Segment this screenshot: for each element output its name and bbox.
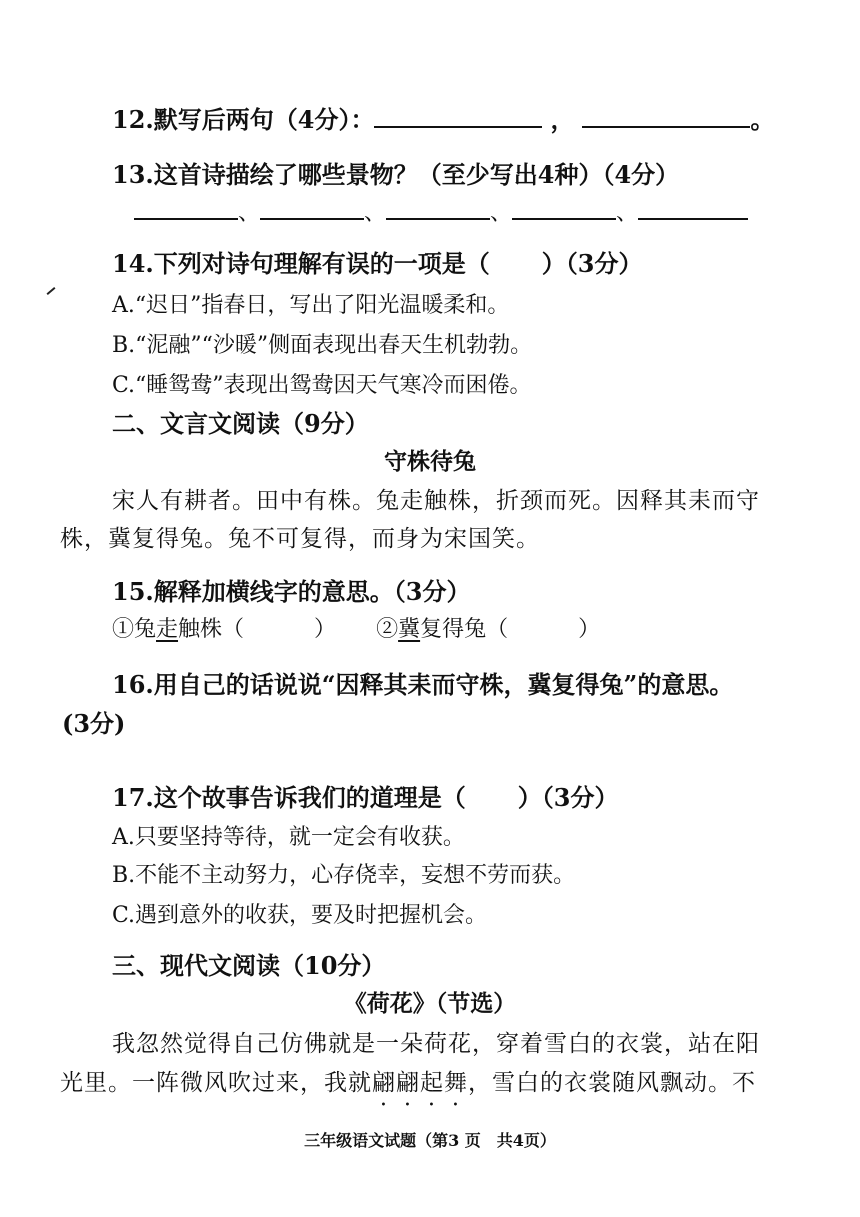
answer-blank-1[interactable]	[374, 102, 542, 128]
q17-option-c: C.遇到意外的收获，要及时把握机会。	[112, 903, 488, 928]
answer-blank-scene-2[interactable]	[260, 194, 364, 220]
section-3-heading: 三、现代文阅读（10分）	[112, 951, 386, 980]
q14-option-a: A.“迟日”指春日，写出了阳光温暖柔和。	[112, 293, 510, 318]
q15-item2-post: 复得兔（	[420, 617, 509, 642]
question-17	[112, 778, 618, 813]
q15-item1-post: 触株（	[178, 617, 245, 642]
q15-item2-close: ）	[578, 617, 601, 642]
question-16-points: (3分)	[62, 709, 126, 738]
q15-items	[112, 612, 600, 643]
q14-option-c: C.“睡鸳鸯”表现出鸳鸯因天气寒冷而困倦。	[112, 373, 532, 398]
q12-comma: ，	[550, 105, 575, 134]
q17-points: ）（3分）	[517, 783, 619, 812]
question-12	[112, 100, 774, 135]
line2-pre: 光里。一阵微风吹过来，我就	[60, 1070, 372, 1096]
q15-item1-close: ）	[314, 617, 337, 642]
q12-text: 12.默写后两句（4分）：	[112, 105, 375, 134]
modern-passage-line-2	[60, 1064, 756, 1097]
q17-option-b: B.不能不主动努力，心存侥幸，妄想不劳而获。	[112, 863, 576, 888]
q13-sep-2: 、	[364, 201, 387, 226]
q13-answer-blanks	[134, 194, 748, 227]
q15-item2-underlined: 冀	[398, 617, 421, 642]
q17-text: 17.这个故事告诉我们的道理是（	[112, 783, 466, 812]
answer-blank-scene-1[interactable]	[134, 194, 238, 220]
q14-option-b: B.“泥融”“沙暖”侧面表现出春天生机勃勃。	[112, 333, 533, 358]
q13-sep-1: 、	[238, 201, 261, 226]
q17-option-a: A.只要坚持等待，就一定会有收获。	[112, 825, 465, 850]
passage-line-2: 株，冀复得兔。兔不可复得，而身为宋国笑。	[60, 526, 540, 552]
passage-title-hehua: 《荷花》（节选）	[343, 990, 517, 1017]
emphasis-char: 起	[420, 1070, 444, 1096]
question-14	[112, 244, 642, 279]
pen-mark	[47, 287, 56, 295]
answer-blank-2[interactable]	[582, 102, 750, 128]
q13-sep-4: 、	[616, 201, 639, 226]
section-2-heading: 二、文言文阅读（9分）	[112, 409, 369, 438]
passage-title-shouzhu: 守株待兔	[384, 448, 476, 475]
passage-line-1: 宋人有耕者。田中有株。兔走触株，折颈而死。因释其耒而守	[112, 488, 760, 514]
q15-item1-underlined: 走	[156, 617, 179, 642]
modern-passage-line-1: 我忽然觉得自己仿佛就是一朵荷花，穿着雪白的衣裳，站在阳	[112, 1031, 760, 1057]
question-16: 16.用自己的话说说“因释其耒而守株，冀复得兔”的意思。	[112, 670, 734, 699]
q14-points: ）（3分）	[541, 249, 643, 278]
emphasis-char: 翩	[396, 1070, 420, 1096]
q12-period: 。	[750, 105, 775, 134]
q13-sep-3: 、	[490, 201, 513, 226]
q14-text: 14.下列对诗句理解有误的一项是（	[112, 249, 490, 278]
answer-blank-scene-3[interactable]	[386, 194, 490, 220]
answer-blank-scene-4[interactable]	[512, 194, 616, 220]
question-13: 13.这首诗描绘了哪些景物？（至少写出4种）（4分）	[112, 160, 680, 189]
answer-blank-scene-5[interactable]	[638, 194, 748, 220]
line2-post: ，雪白的衣裳随风飘动。不	[468, 1070, 756, 1096]
emphasis-char: 舞	[444, 1070, 468, 1096]
emphasis-char: 翩	[372, 1070, 396, 1096]
emphasis-dotted-text	[372, 1070, 468, 1096]
q15-item1-pre: ①兔	[112, 617, 157, 642]
question-15: 15.解释加横线字的意思。（3分）	[112, 577, 471, 606]
page-footer: 三年级语文试题（第3 页 共4页）	[304, 1131, 556, 1150]
q15-item2-pre: ②	[376, 617, 399, 642]
